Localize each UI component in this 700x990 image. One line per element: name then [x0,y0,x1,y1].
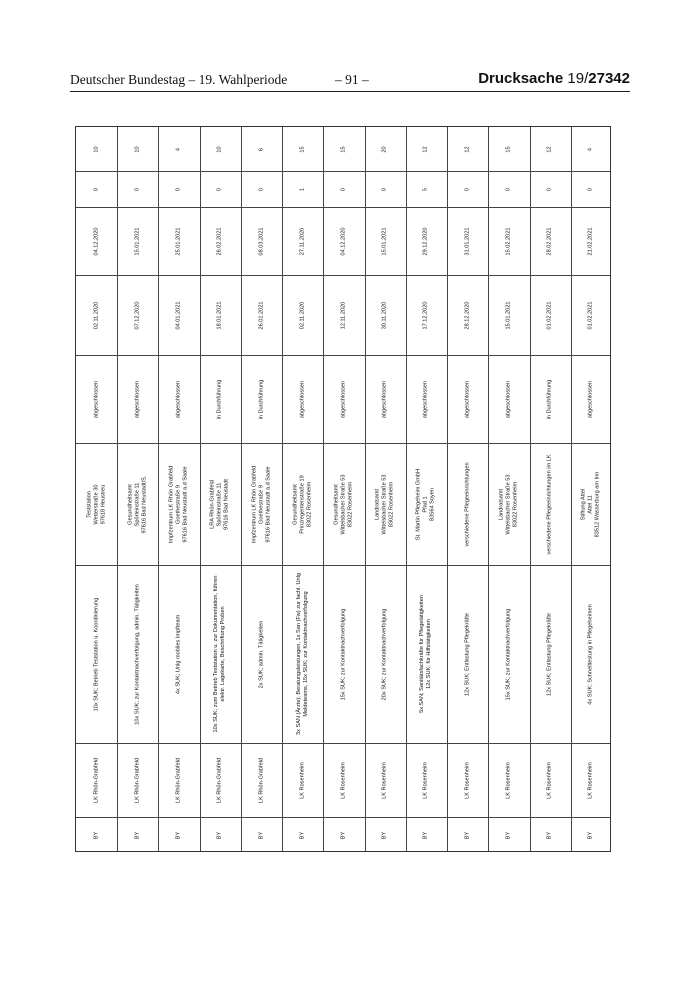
district-cell [530,743,571,817]
location-cell [406,443,447,565]
assignment-cell [241,565,282,743]
start-date-cell [406,275,447,355]
count-cell [200,127,241,171]
location-cell [530,443,571,565]
end-date-cell [76,207,117,275]
assignment-text: 12x SUK; Entlastung Pflegekräfte [546,612,553,696]
end-date-cell [406,207,447,275]
start-date-cell [158,275,199,355]
assignment-text: 15x SUK; zur Kontaktnachverfolgung [340,608,347,700]
start-date-text: 12.11.2020 [340,301,347,329]
status-text: abgeschlossen [134,380,141,418]
assignment-text: 10x SUK; zum Betrieb Teststation u. zur Dokumentation, führen elektr. Lagekarte, Beschriftung Proben [213,575,227,733]
start-date-cell [530,275,571,355]
san-count-text: 0 [546,187,553,191]
san-count-cell [282,171,323,207]
district-cell [323,743,364,817]
status-cell [282,355,323,443]
deployment-table [75,126,611,852]
status-cell [488,355,529,443]
san-count-text: 0 [175,187,182,191]
location-text: Impfzentrum LK Rhön Grabfeld Goethestraße 9 97616 Bad Neustadt a.d Saale [168,465,189,543]
status-text: abgeschlossen [464,380,471,418]
state-cell [117,817,158,853]
assignment-text: 10x SUK; Betrieb Teststation u. Koordinierung [93,597,100,711]
assignment-text: 15x SUK; zur Kontaktnachverfolgung [505,608,512,700]
count-cell [530,127,571,171]
san-count-text: 0 [340,187,347,191]
assignment-cell [365,565,406,743]
end-date-text: 25.01.2021 [175,227,182,255]
district-cell [200,743,241,817]
assignment-cell [447,565,488,743]
assignment-text: 20x SUK; zur Kontaktnachverfolgung [381,608,388,700]
start-date-text: 18.01.2021 [216,301,223,329]
state-cell [365,817,406,853]
status-text: in Durchführung [216,379,223,419]
location-text: Gesundheitsamt Spörleinstraße 11 97616 Bad Neustadt/S. [127,475,148,533]
location-cell [282,443,323,565]
district-text: LK Rosenheim [381,761,388,799]
san-count-cell [365,171,406,207]
document-number-value: 27342 [588,70,630,87]
status-text: abgeschlossen [587,380,594,418]
district-text: LK Rosenheim [464,761,471,799]
count-cell [447,127,488,171]
state-cell [447,817,488,853]
san-count-cell [488,171,529,207]
location-cell [200,443,241,565]
san-count-text: 0 [464,187,471,191]
document-number [478,70,630,87]
location-text: verschiedene Pflegeeinrichtungen im LK [546,453,553,555]
header-rule [70,91,630,92]
end-date-cell [158,207,199,275]
start-date-cell [117,275,158,355]
end-date-cell [117,207,158,275]
end-date-cell [241,207,282,275]
status-cell [158,355,199,443]
assignment-text: 2x SUK; admin. Tätigkeiten [258,620,265,688]
state-cell [282,817,323,853]
san-count-cell [76,171,117,207]
location-text: Teststation Wetterstraße 30 97618 Heustreu [86,484,107,525]
count-text: 12 [546,145,553,153]
state-text: BY [93,831,100,839]
start-date-cell [200,275,241,355]
san-count-cell [117,171,158,207]
san-count-cell [447,171,488,207]
assignment-cell [117,565,158,743]
status-cell [406,355,447,443]
location-cell [241,443,282,565]
count-cell [323,127,364,171]
location-cell [488,443,529,565]
count-text: 6 [258,147,265,151]
end-date-text: 21.02.2021 [587,227,594,255]
start-date-cell [447,275,488,355]
state-text: BY [381,831,388,839]
count-cell [241,127,282,171]
san-count-text: 0 [134,187,141,191]
district-text: LK Rosenheim [505,761,512,799]
end-date-text: 04.12.2020 [340,227,347,255]
district-text: LK Rosenheim [340,761,347,799]
count-text: 12 [422,145,429,153]
district-text: LK Rosenheim [422,761,429,799]
end-date-text: 08.03.2021 [258,227,265,255]
state-text: BY [175,831,182,839]
count-text: 20 [381,145,388,153]
status-text: abgeschlossen [422,380,429,418]
end-date-text: 15.02.2021 [505,227,512,255]
start-date-text: 26.01.2021 [258,301,265,329]
status-cell [323,355,364,443]
location-text: Landratsamt Wittelsbacher Straße 53 83022 Rosenheim [498,474,519,535]
san-count-cell [530,171,571,207]
san-count-text: 0 [93,187,100,191]
district-cell [76,743,117,817]
location-text: verschiedene Pflegeeinrichtungen [464,461,471,547]
end-date-text: 04.12.2020 [93,227,100,255]
start-date-text: 01.02.2021 [546,301,553,329]
count-cell [365,127,406,171]
end-date-text: 15.01.2021 [381,227,388,255]
end-date-text: 15.01.2021 [134,227,141,255]
state-cell [406,817,447,853]
count-text: 4 [175,147,182,151]
state-cell [76,817,117,853]
start-date-text: 17.12.2020 [422,301,429,329]
state-text: BY [546,831,553,839]
district-text: LK Rosenheim [299,761,306,799]
san-count-cell [241,171,282,207]
count-text: 4 [587,147,594,151]
status-text: in Durchführung [546,379,553,419]
end-date-text: 26.02.2021 [216,227,223,255]
location-cell [117,443,158,565]
status-text: abgeschlossen [340,380,347,418]
end-date-cell [488,207,529,275]
assignment-text: 4x SUK; Unlg mobiles Impfteam [175,614,182,694]
end-date-cell [447,207,488,275]
assignment-cell [76,565,117,743]
end-date-cell [530,207,571,275]
district-cell [365,743,406,817]
status-cell [200,355,241,443]
count-cell [76,127,117,171]
state-cell [530,817,571,853]
start-date-cell [365,275,406,355]
start-date-text: 02.11.2020 [299,301,306,329]
end-date-text: 31.01.2021 [464,227,471,255]
location-text: LRA Rhön-Grabfeld Spörleinstraße 11 97616 Bad Neustadt [209,478,230,530]
location-text: Gesundheitsamt Prinzregentenstraße 19 83022 Rosenheim [292,474,313,534]
assignment-cell [158,565,199,743]
end-date-cell [282,207,323,275]
status-cell [365,355,406,443]
status-text: abgeschlossen [381,380,388,418]
san-count-text: 0 [381,187,388,191]
state-text: BY [299,831,306,839]
count-cell [488,127,529,171]
assignment-cell [200,565,241,743]
location-cell [571,443,612,565]
state-cell [158,817,199,853]
status-text: abgeschlossen [299,380,306,418]
assignment-text: 12x SUK; Entlastung Pflegekräfte [464,612,471,696]
status-cell [76,355,117,443]
end-date-text: 28.02.2021 [546,227,553,255]
state-text: BY [422,831,429,839]
district-cell [158,743,199,817]
end-date-cell [571,207,612,275]
count-text: 15 [340,145,347,153]
location-text: Landratsamt Wittelsbacher Straße 53 83022 Rosenheim [374,474,395,535]
count-cell [158,127,199,171]
assignment-cell [323,565,364,743]
count-text: 10 [216,145,223,153]
start-date-text: 28.12.2020 [464,301,471,329]
status-text: abgeschlossen [93,380,100,418]
san-count-text: 0 [505,187,512,191]
publication-title: Deutscher Bundestag – 19. Wahlperiode [70,72,288,87]
district-cell [117,743,158,817]
state-text: BY [587,831,594,839]
district-cell [241,743,282,817]
assignment-cell [488,565,529,743]
district-cell [447,743,488,817]
assignment-text: 4x SUK; Schnelltestung in Pflegeheimen [587,603,594,705]
location-cell [158,443,199,565]
end-date-text: 27.11.2020 [299,227,306,255]
location-text: St. Martin Pflegeheim GmbH Pfad 1 83564 Soyen [415,468,436,540]
count-text: 15 [505,145,512,153]
end-date-cell [365,207,406,275]
count-cell [117,127,158,171]
state-cell [241,817,282,853]
assignment-cell [282,565,323,743]
state-text: BY [340,831,347,839]
count-text: 10 [134,145,141,153]
state-cell [488,817,529,853]
district-text: LK Rosenheim [587,761,594,799]
start-date-cell [571,275,612,355]
start-date-cell [282,275,323,355]
location-cell [323,443,364,565]
district-text: LK Rhön-Grabfeld [216,757,223,803]
end-date-cell [200,207,241,275]
district-text: LK Rhön-Grabfeld [134,757,141,803]
assignment-cell [406,565,447,743]
start-date-cell [323,275,364,355]
status-cell [117,355,158,443]
state-cell [323,817,364,853]
start-date-text: 15.01.2021 [505,301,512,329]
san-count-cell [571,171,612,207]
page-header [70,70,630,92]
start-date-text: 04.01.2021 [175,301,182,329]
assignment-text: 10x SUK; zur Kontaktnachverfolgung, admin. Tätigkeiten [134,583,141,725]
status-cell [447,355,488,443]
count-cell [406,127,447,171]
assignment-text: 5x SAN; Sanitätsfachkräfte für Pflegetätigkeiten 12x SUK; für Hilfstätigkeiten [419,595,433,713]
start-date-text: 01.02.2021 [587,301,594,329]
district-cell [488,743,529,817]
san-count-cell [158,171,199,207]
location-text: Stiftung Attel Attel 11 83512 Wasserburg am Inn [580,471,601,537]
state-cell [571,817,612,853]
san-count-text: 1 [299,187,306,191]
count-cell [571,127,612,171]
start-date-text: 30.11.2020 [381,301,388,329]
district-cell [282,743,323,817]
san-count-text: 0 [587,187,594,191]
state-text: BY [464,831,471,839]
count-cell [282,127,323,171]
status-cell [241,355,282,443]
count-text: 10 [93,145,100,153]
document-number-prefix: 19/ [567,70,589,87]
location-cell [76,443,117,565]
district-text: LK Rhön-Grabfeld [258,757,265,803]
assignment-cell [571,565,612,743]
location-text: Gesundheitsamt Wittelsbacher Straße 53 83022 Rosenheim [333,474,354,535]
san-count-cell [323,171,364,207]
page-number: – 91 – [335,72,369,87]
location-cell [447,443,488,565]
state-cell [200,817,241,853]
status-text: abgeschlossen [175,380,182,418]
count-text: 12 [464,145,471,153]
san-count-cell [200,171,241,207]
state-text: BY [134,831,141,839]
state-text: BY [505,831,512,839]
count-text: 15 [299,145,306,153]
san-count-text: 5 [422,187,429,191]
district-text: LK Rosenheim [546,761,553,799]
document-label: Drucksache [478,70,564,87]
district-cell [571,743,612,817]
start-date-text: 07.12.2020 [134,301,141,329]
district-text: LK Rhön-Grabfeld [93,757,100,803]
district-cell [406,743,447,817]
state-text: BY [258,831,265,839]
location-cell [365,443,406,565]
start-date-cell [241,275,282,355]
san-count-cell [406,171,447,207]
status-text: abgeschlossen [505,380,512,418]
assignment-cell [530,565,571,743]
state-text: BY [216,831,223,839]
status-cell [530,355,571,443]
status-text: in Durchführung [258,379,265,419]
start-date-text: 02.11.2020 [93,301,100,329]
assignment-text: 3x SAN (Ärzte); Beratungsleistungen, 1x San (Fw) zur fachl. Unlg Meldeteams, 15x SUK; zur Kontaktnachverfolgung [295,573,309,735]
start-date-cell [76,275,117,355]
san-count-text: 0 [258,187,265,191]
end-date-cell [323,207,364,275]
start-date-cell [488,275,529,355]
end-date-text: 29.12.2020 [422,227,429,255]
san-count-text: 0 [216,187,223,191]
status-cell [571,355,612,443]
location-text: Impfzentrum LK Rhön Grabfeld Goethestraße 9 97616 Bad Neustadt a.d Saale [251,465,272,543]
district-text: LK Rhön-Grabfeld [175,757,182,803]
